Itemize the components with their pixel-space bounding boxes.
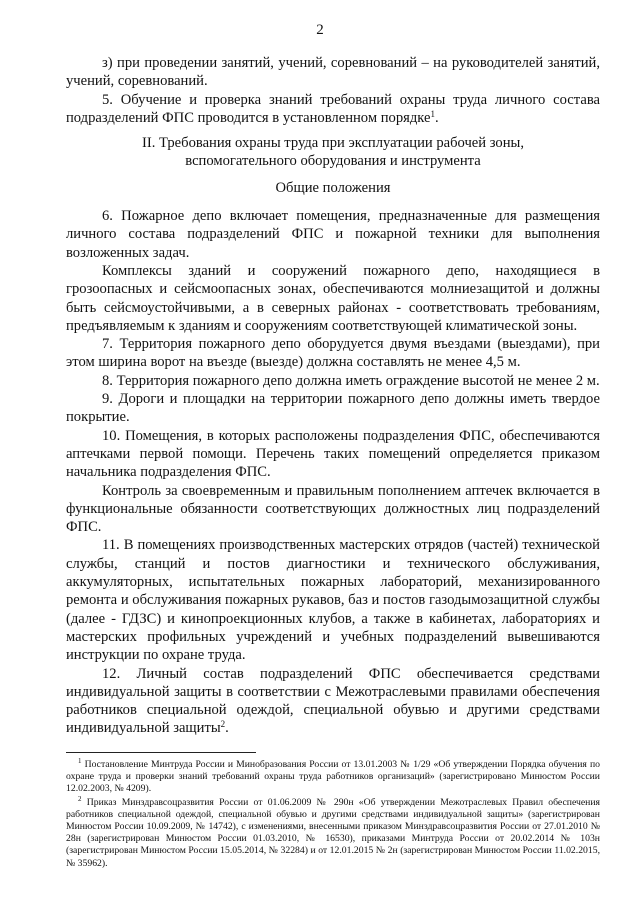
footnote-mark: 2 bbox=[78, 794, 82, 803]
footnotes bbox=[66, 759, 600, 871]
subheading: Общие положения bbox=[275, 179, 391, 196]
paragraph-text: 8. Территория пожарного депо должна иметь ограждение высотой не менее 2 м. bbox=[102, 372, 600, 389]
paragraph-text: 7. Территория пожарного депо оборудуется двумя въездами (выездами), при этом ширина ворот на въезде (выезде) должна составлять не менее 4,5 м. bbox=[66, 336, 600, 371]
paragraph-text: 11. В помещениях производственных мастерских отрядов (частей) технической службы, станций и постов диагностики и технического обслуживания, аккумуляторных, испытательных пожарных лабораторий, механизированного ремонта и обслуживания пожарных рукавов, баз и постов газодымозащитной службы (далее - ГДЗС) и кинопроекционных клубов, а также в кабинетах, лабораториях и мастерских профильных учреждений и учебных подразделений вывешиваются инструкции по охране труда. bbox=[66, 537, 600, 664]
footnote-mark: 1 bbox=[78, 757, 82, 765]
document-body bbox=[66, 54, 600, 738]
paragraph-12 bbox=[66, 665, 600, 738]
footnote-ref-2[interactable]: 2 bbox=[220, 719, 226, 730]
paragraph-text: 6. Пожарное депо включает помещения, предназначенные для размещения личного состава подразделений ФПС и пожарной техники для выполнения возложенных задач. bbox=[66, 208, 600, 261]
paragraph-text: 12. Личный состав подразделений ФПС обеспечивается средствами индивидуальной защиты в соответствии с Межотраслевыми правилами обеспечения работников специальной одеждой, специальной обувью и другими средствами индивидуальной защиты bbox=[66, 665, 600, 737]
footnote-text: Постановление Минтруда России и Минобразования России от 13.01.2003 № 1/29 «Об утверждении Порядка обучения по охране труда и проверки знаний требований охраны труда работников организаций» (зарегистрировано Минюстом России 12.02.2003, № 4209). bbox=[66, 759, 600, 795]
paragraph-tail: . bbox=[225, 720, 229, 737]
paragraph-8 bbox=[66, 372, 600, 390]
paragraph-text: з) при проведении занятий, учений, соревнований – на руководителей занятий, учений, соревнований. bbox=[66, 55, 600, 90]
page-number: 2 bbox=[316, 22, 324, 38]
paragraph-10 bbox=[66, 427, 600, 482]
footnote-text: Приказ Минздравсоцразвития России от 01.06.2009 № 290н «Об утверждении Межотраслевых Правил обеспечения работников специальной одеждой, специальной обувью и другими средствами индивидуальной защиты» (зарегистрирован Минюстом России 10.09.2009, № 14742), с изменениями, внесенными приказом Минздравсоцразвития России от 27.01.2010 № 28н (зарегистрирован Минюстом России 01.03.2010, № 16530), приказами Минтруда России от 20.02.2014 № 103н (зарегистрирован Минюстом России 15.05.2014, № 32284) и от 12.01.2015 № 2н (зарегистрирован Минюстом России 11.02.2015, № 35962). bbox=[66, 796, 600, 869]
section-heading-line1: II. Требования охраны труда при эксплуатации рабочей зоны, bbox=[142, 135, 524, 152]
paragraph-11 bbox=[66, 536, 600, 664]
section-heading-line2: вспомогательного оборудования и инструмента bbox=[185, 153, 481, 170]
footnote-1 bbox=[66, 759, 600, 796]
paragraph-6 bbox=[66, 207, 600, 262]
paragraph-text: 5. Обучение и проверка знаний требований охраны труда личного состава подразделений ФПС проводится в установленном порядке bbox=[66, 91, 600, 126]
paragraph-6-cont bbox=[66, 262, 600, 335]
paragraph-7 bbox=[66, 335, 600, 372]
paragraph-tail: . bbox=[434, 109, 439, 126]
footnote-2 bbox=[66, 794, 600, 870]
footnote-ref-1[interactable]: 1 bbox=[430, 108, 435, 119]
footnote-separator bbox=[66, 752, 256, 753]
paragraph-9 bbox=[66, 390, 600, 427]
paragraph-text: Комплексы зданий и сооружений пожарного депо, находящиеся в грозоопасных и сейсмоопасных зонах, обеспечиваются молниезащитой и должны быть сейсмоустойчивыми, а в северных районах - соответствовать требованиям, предъявляемым к зданиям и сооружениям соответствующей климатической зоны. bbox=[66, 262, 600, 334]
paragraph-10-cont bbox=[66, 482, 600, 537]
paragraph-text: 10. Помещения, в которых расположены подразделения ФПС, обеспечиваются аптечками первой помощи. Перечень таких помещений определяется приказом начальника подразделения ФПС. bbox=[66, 427, 600, 481]
section-heading bbox=[66, 134, 600, 171]
paragraph-z bbox=[66, 54, 600, 91]
paragraph-text: 9. Дороги и площадки на территории пожарного депо должны иметь твердое покрытие. bbox=[66, 391, 600, 426]
paragraph-text: Контроль за своевременным и правильным пополнением аптечек включается в функциональные обязанности соответствующих должностных лиц подразделений ФПС. bbox=[66, 482, 600, 536]
paragraph-5 bbox=[66, 91, 600, 128]
